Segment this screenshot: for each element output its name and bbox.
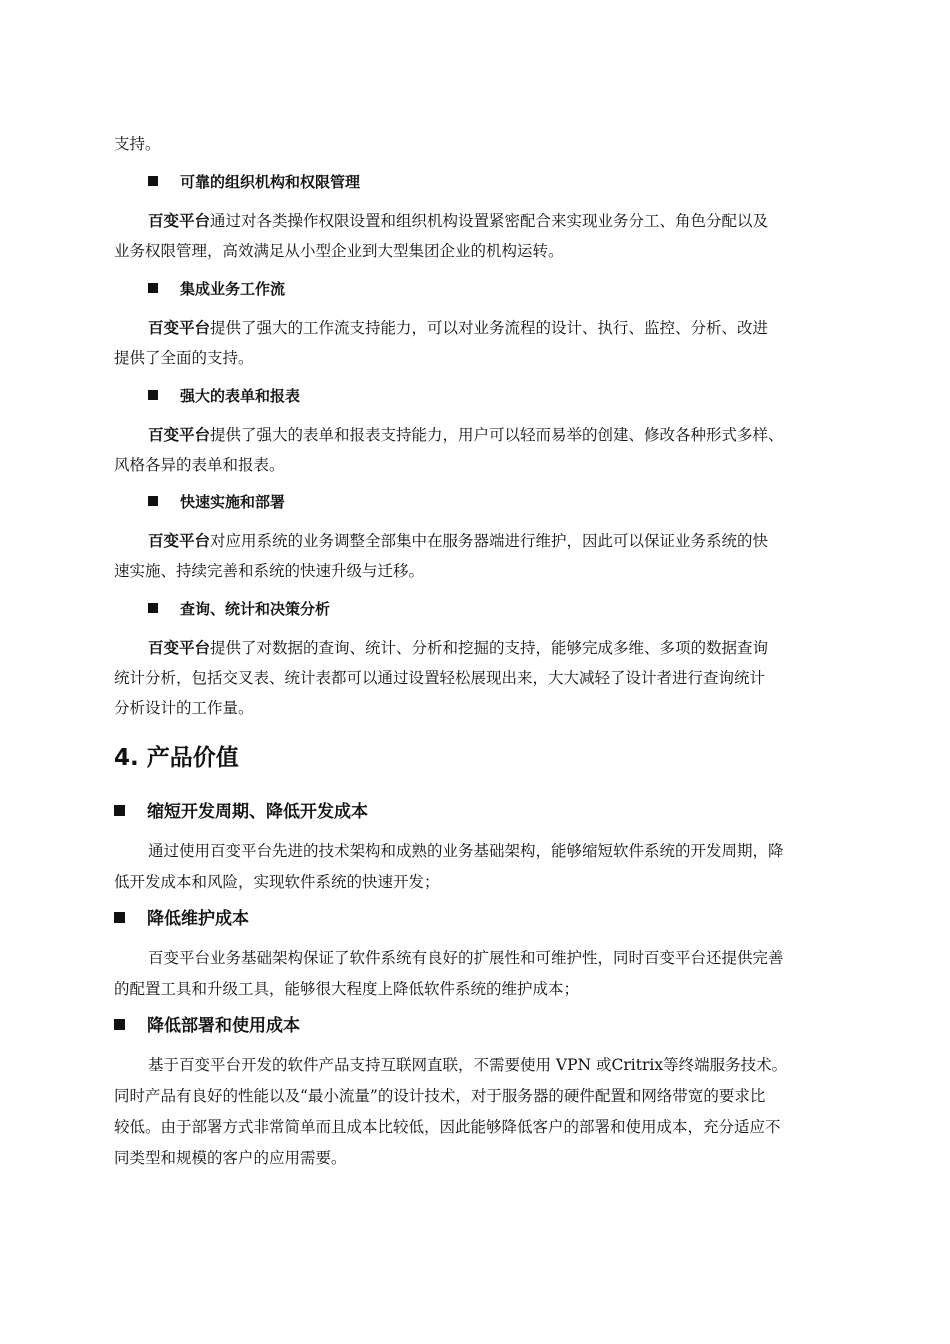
bullet-square-icon	[148, 496, 158, 506]
feature-paragraph-line: 速实施、持续完善和系统的快速升级与迁移。	[114, 562, 425, 580]
intro-tail-text: 支持。	[114, 135, 161, 153]
feature-paragraph-line: 风格各异的表单和报表。	[114, 456, 285, 474]
value-paragraph-line: 通过使用百变平台先进的技术架构和成熟的业务基础架构，能够缩短软件系统的开发周期，降	[148, 842, 784, 860]
feature-paragraph-line: 分析设计的工作量。	[114, 699, 254, 717]
feature-heading-forms-reports: 强大的表单和报表	[148, 386, 300, 406]
value-heading-dev-cost: 缩短开发周期、降低开发成本	[114, 801, 368, 823]
section-title: 4. 产品价值	[114, 745, 239, 771]
feature-paragraph-line: 百变平台提供了强大的表单和报表支持能力，用户可以轻而易举的创建、修改各种形式多样、	[148, 426, 784, 444]
brand-name: 百变平台	[148, 212, 211, 230]
feature-paragraph-line: 百变平台提供了强大的工作流支持能力，可以对业务流程的设计、执行、监控、分析、改进	[148, 319, 769, 337]
value-paragraph-line: 的配置工具和升级工具，能够很大程度上降低软件系统的维护成本；	[114, 980, 580, 998]
value-heading-maintenance: 降低维护成本	[114, 908, 249, 930]
value-paragraph-line: 较低。由于部署方式非常简单而且成本比较低，因此能够降低客户的部署和使用成本，充分适应不	[114, 1118, 781, 1136]
feature-heading-workflow: 集成业务工作流	[148, 279, 285, 299]
brand-name: 百变平台	[148, 319, 211, 337]
bullet-square-icon	[148, 283, 158, 293]
feature-paragraph-line: 百变平台通过对各类操作权限设置和组织机构设置紧密配合来实现业务分工、角色分配以及	[148, 212, 769, 230]
bullet-square-icon	[148, 390, 158, 400]
feature-paragraph-line: 百变平台提供了对数据的查询、统计、分析和挖掘的支持，能够完成多维、多项的数据查询	[148, 639, 769, 657]
bullet-square-icon	[114, 805, 125, 816]
feature-paragraph-line: 提供了全面的支持。	[114, 349, 254, 367]
feature-paragraph-line: 业务权限管理，高效满足从小型企业到大型集团企业的机构运转。	[114, 242, 564, 260]
bullet-square-icon	[148, 603, 158, 613]
feature-paragraph-line: 百变平台对应用系统的业务调整全部集中在服务器端进行维护，因此可以保证业务系统的快	[148, 532, 769, 550]
value-paragraph-line: 同时产品有良好的性能以及“最小流量”的设计技术，对于服务器的硬件配置和网络带宽的要求比	[114, 1087, 766, 1105]
value-paragraph-line: 同类型和规模的客户的应用需要。	[114, 1149, 347, 1167]
value-heading-deploy-usage: 降低部署和使用成本	[114, 1015, 300, 1037]
brand-name: 百变平台	[148, 426, 211, 444]
feature-heading-deploy: 快速实施和部署	[148, 492, 285, 512]
bullet-square-icon	[114, 912, 125, 923]
value-paragraph-line: 百变平台业务基础架构保证了软件系统有良好的扩展性和可维护性，同时百变平台还提供完善	[148, 949, 784, 967]
brand-name: 百变平台	[148, 639, 211, 657]
bullet-square-icon	[114, 1019, 125, 1030]
feature-heading-org-permission: 可靠的组织机构和权限管理	[148, 172, 360, 192]
feature-heading-query-analysis: 查询、统计和决策分析	[148, 599, 330, 619]
value-paragraph-line: 低开发成本和风险，实现软件系统的快速开发；	[114, 873, 440, 891]
brand-name: 百变平台	[148, 532, 211, 550]
value-paragraph-line: 基于百变平台开发的软件产品支持互联网直联，不需要使用 VPN 或Critrix等终端服务技术。	[148, 1056, 788, 1074]
bullet-square-icon	[148, 176, 158, 186]
feature-paragraph-line: 统计分析，包括交叉表、统计表都可以通过设置轻松展现出来，大大减轻了设计者进行查询统计	[114, 669, 766, 687]
